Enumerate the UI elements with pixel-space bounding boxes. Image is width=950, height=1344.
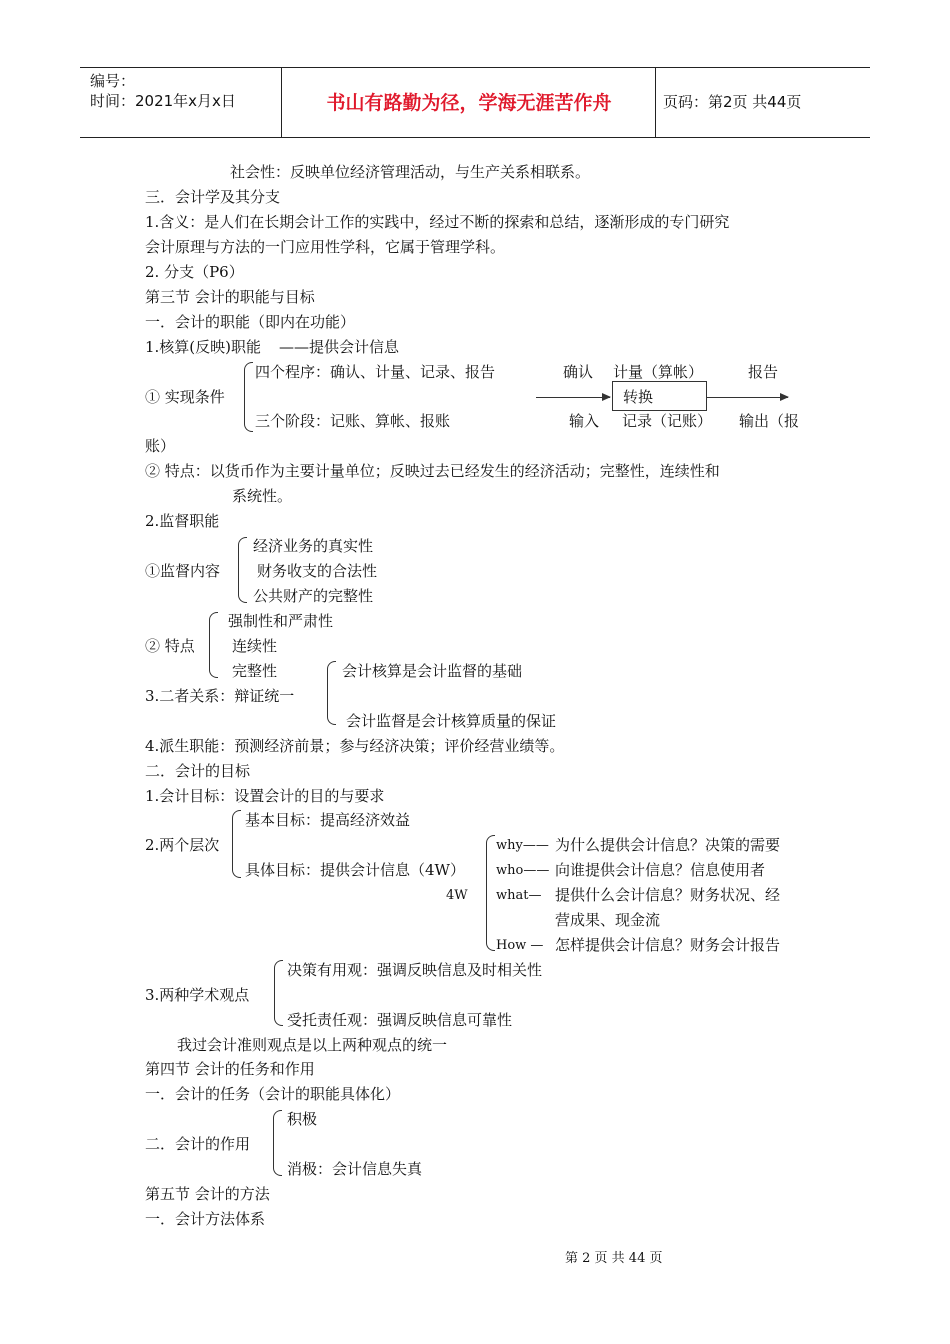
text-line: 三个阶段：记账、算帐、报账 [255,412,451,430]
text-line: How — [496,938,544,953]
text-line: 报告 [748,363,779,381]
text-line: what— [496,888,542,903]
text-line: 连续性 [232,637,278,655]
text-line: ② 特点：以货币作为主要计量单位；反映过去已经发生的经济活动；完整性，连续性和 [145,462,720,480]
transform-label: 转换 [623,388,654,406]
text-line: 怎样提供会计信息？财务会计报告 [555,936,781,954]
text-line: 财务收支的合法性 [257,562,378,580]
text-line: 1.核算(反映)职能 [145,338,262,356]
text-line: 强制性和严肃性 [228,612,334,630]
text-line: ① 实现条件 [145,388,225,406]
text-line: 公共财产的完整性 [253,587,374,605]
text-line: 向谁提供会计信息？信息使用者 [555,861,766,879]
section-title: 第五节 会计的方法 [145,1185,270,1203]
header-divider-2 [655,67,656,137]
text-line: 2. 分支（P6） [145,263,244,281]
text-line: 2.监督职能 [145,512,220,530]
text-line: 具体目标：提供会计信息（4W） [245,861,465,879]
text-line: 1.含义：是人们在长期会计工作的实践中，经过不断的探索和总结，逐渐形成的专门研究 [145,213,730,231]
brace [238,537,247,603]
text-line: 输出（报 [739,412,800,430]
section-title: 第三节 会计的职能与目标 [145,288,315,306]
text-line: 3.二者关系：辩证统一 [145,687,295,705]
section-heading: 一．会计的职能（即内在功能） [145,313,356,331]
brace [244,362,253,432]
text-line: 决策有用观：强调反映信息及时相关性 [287,961,543,979]
page-info: 页码：第2页 共44页 [663,93,802,111]
arrow [706,397,788,398]
text-line: 会计监督是会计核算质量的保证 [346,712,557,730]
text-line: 系统性。 [232,487,293,505]
text-line: ——提供会计信息 [279,338,400,356]
text-line: 经济业务的真实性 [253,537,374,555]
text-line: why—— [496,838,549,853]
section-heading: 三．会计学及其分支 [145,188,281,206]
text-line: 完整性 [232,662,278,680]
brace [327,661,336,725]
brace [232,810,241,878]
line-social: 社会性：反映单位经济管理活动，与生产关系相联系。 [230,163,591,181]
text-line: 记录（记账） [622,412,713,430]
header-motto: 书山有路勤为径，学海无涯苦作舟 [326,92,612,114]
text-line: 提供什么会计信息？财务状况、经 [555,886,781,904]
section-heading: 二．会计的作用 [145,1135,251,1153]
text-line: 积极 [287,1110,318,1128]
section-heading: 一．会计方法体系 [145,1210,266,1228]
text-line: 4.派生职能：预测经济前景；参与经济决策；评价经营业绩等。 [145,737,565,755]
section-heading: 一．会计的任务（会计的职能具体化） [145,1085,401,1103]
brace [273,1110,282,1176]
number-label: 编号： [90,72,136,90]
arrow [536,397,610,398]
text-line: 会计原理与方法的一门应用性学科，它属于管理学科。 [145,238,506,256]
text-line: ② 特点 [145,637,195,655]
text-line: 营成果、现金流 [555,911,661,929]
header-divider-1 [281,67,282,137]
text-line: 账） [145,437,176,455]
text-line: 为什么提供会计信息？决策的需要 [555,836,781,854]
text-line: 我过会计准则观点是以上两种观点的统一 [177,1036,448,1054]
text-line: 2.两个层次 [145,836,220,854]
text-line: 受托责任观：强调反映信息可靠性 [287,1011,513,1029]
text-line: 四个程序：确认、计量、记录、报告 [255,363,496,381]
section-heading: 二．会计的目标 [145,762,251,780]
text-line: 计量（算帐） [613,363,704,381]
text-line: 消极：会计信息失真 [287,1160,423,1178]
text-line: 3.两种学术观点 [145,986,250,1004]
text-line: ①监督内容 [145,562,221,580]
footer-page-number: 第 2 页 共 44 页 [565,1251,663,1266]
text-line: who—— [496,863,550,878]
brace [274,960,283,1026]
text-line: 4W [446,888,468,903]
section-title: 第四节 会计的任务和作用 [145,1060,315,1078]
time-label: 时间：2021年x月x日 [90,92,236,110]
text-line: 基本目标：提高经济效益 [245,811,411,829]
text-line: 确认 [563,363,594,381]
brace [486,835,495,951]
text-line: 会计核算是会计监督的基础 [342,662,523,680]
text-line: 1.会计目标：设置会计的目的与要求 [145,787,385,805]
brace [209,612,218,678]
text-line: 输入 [569,412,600,430]
